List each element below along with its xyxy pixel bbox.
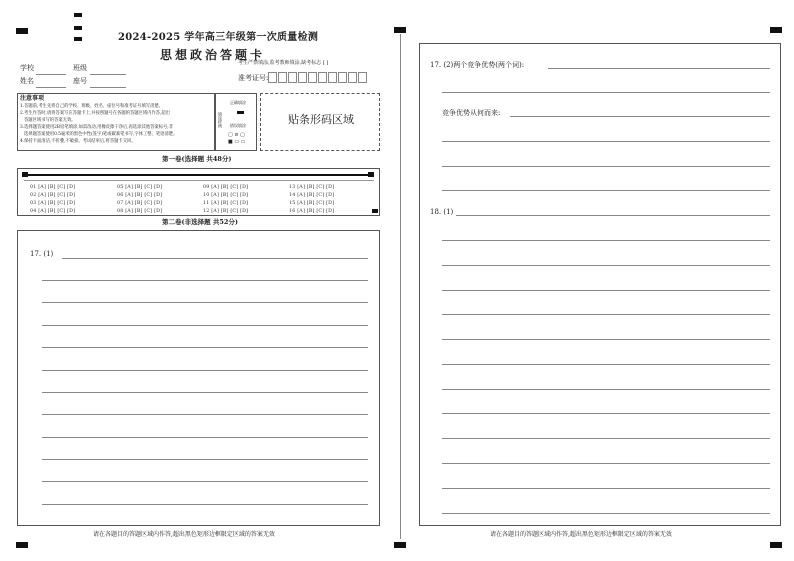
fill-example-side-label: 填涂样例	[218, 112, 223, 128]
writing-line[interactable]	[442, 513, 770, 514]
choice-question-row[interactable]: 01 [A] [B] [C] [D]	[30, 185, 76, 190]
q17-1-label: 17. (1)	[30, 250, 54, 258]
writing-line[interactable]	[42, 481, 368, 482]
barcode-label: 贴条形码区域	[288, 113, 354, 126]
registration-mark	[16, 542, 28, 548]
card-title: 思想政治答题卡	[160, 48, 266, 62]
writing-line[interactable]	[442, 413, 770, 414]
writing-line[interactable]	[442, 314, 770, 315]
writing-line[interactable]	[442, 389, 770, 390]
q17-2b-label: 竞争优势从何而来:	[442, 109, 501, 117]
choice-separator	[24, 180, 374, 181]
writing-line[interactable]	[442, 92, 770, 93]
choice-question-row[interactable]: 05 [A] [B] [C] [D]	[117, 185, 163, 190]
writing-line[interactable]	[442, 364, 770, 365]
admission-digit-box[interactable]	[288, 72, 297, 83]
writing-line[interactable]	[442, 438, 770, 439]
section2-title: 第二卷(非选择题 共52分)	[162, 218, 238, 226]
writing-line[interactable]	[442, 339, 770, 340]
admission-digit-box[interactable]	[348, 72, 357, 83]
writing-line[interactable]	[442, 190, 770, 191]
choice-question-row[interactable]: 11 [A] [B] [C] [D]	[203, 201, 249, 206]
admission-digit-box[interactable]	[268, 72, 277, 83]
footer-right-note: 请在各题目的答题区域内作答,超出黑色矩形边框限定区域的答案无效	[490, 531, 672, 538]
registration-mark	[74, 13, 82, 17]
seat-field[interactable]	[90, 87, 126, 88]
admission-digit-box[interactable]	[278, 72, 287, 83]
section1-title: 第一卷(选择题 共48分)	[162, 155, 232, 163]
choice-question-row[interactable]: 13 [A] [B] [C] [D]	[289, 185, 335, 190]
writing-line[interactable]	[442, 265, 770, 266]
choice-question-row[interactable]: 09 [A] [B] [C] [D]	[203, 185, 249, 190]
choice-bar-end	[368, 172, 374, 177]
writing-line[interactable]	[62, 258, 368, 259]
choice-header-bar	[22, 174, 374, 176]
choice-question-row[interactable]: 08 [A] [B] [C] [D]	[117, 209, 163, 214]
admission-digit-box[interactable]	[338, 72, 347, 83]
registration-mark	[394, 542, 406, 548]
notice-item: 1.答题前,考生先将自己的学校、班级、姓名、座位号和准考证号填写清楚。	[20, 104, 163, 109]
notice-item: 答题区域书写的答案无效。	[24, 118, 76, 123]
writing-line[interactable]	[42, 414, 368, 415]
writing-line[interactable]	[442, 141, 770, 142]
school-field[interactable]	[36, 74, 66, 75]
choice-question-row[interactable]: 10 [A] [B] [C] [D]	[203, 193, 249, 198]
choice-question-row[interactable]: 07 [A] [B] [C] [D]	[117, 201, 163, 206]
choice-bar-end	[22, 172, 28, 177]
correct-fill-sample	[237, 111, 244, 114]
q17-2-answer-line[interactable]	[548, 68, 770, 69]
admission-digit-box[interactable]	[298, 72, 307, 83]
admission-digit-box[interactable]	[328, 72, 337, 83]
registration-mark	[74, 37, 82, 41]
choice-question-row[interactable]: 12 [A] [B] [C] [D]	[203, 209, 249, 214]
notice-item: 3.选择题答案使用2B铅笔填涂,如需改动,用橡皮擦干净后,再选涂其他答案标号;非	[20, 125, 174, 130]
admission-digit-box[interactable]	[308, 72, 317, 83]
absent-note: 考生严禁填涂,监考教师填涂,缺考标志 [ ]	[238, 60, 329, 66]
notice-item: 选择题答案使用0.5毫米的黑色中性(签字)笔或碳素笔书写,字体工整、笔迹清楚。	[24, 132, 178, 137]
writing-line[interactable]	[42, 459, 368, 460]
school-label: 学校	[20, 64, 34, 72]
notice-item: 4.保持卡面清洁,不折叠,不破损。考试结束后,将答题卡交回。	[20, 139, 136, 144]
writing-line[interactable]	[442, 240, 770, 241]
admission-label: 准考证号:	[238, 74, 269, 82]
registration-mark	[74, 26, 82, 30]
choice-question-row[interactable]: 02 [A] [B] [C] [D]	[30, 193, 76, 198]
q18-1-answer-line[interactable]	[456, 215, 770, 216]
writing-line[interactable]	[42, 325, 368, 326]
admission-digit-box[interactable]	[318, 72, 327, 83]
seat-label: 座号	[73, 77, 87, 85]
choice-question-row[interactable]: 14 [A] [B] [C] [D]	[289, 193, 335, 198]
choice-question-row[interactable]: 15 [A] [B] [C] [D]	[289, 201, 335, 206]
writing-line[interactable]	[442, 166, 770, 167]
writing-line[interactable]	[42, 302, 368, 303]
writing-line[interactable]	[42, 347, 368, 348]
q17-2b-answer-line[interactable]	[510, 116, 770, 117]
writing-line[interactable]	[42, 370, 368, 371]
class-field[interactable]	[90, 74, 126, 75]
choice-question-row[interactable]: 06 [A] [B] [C] [D]	[117, 193, 163, 198]
registration-mark	[770, 27, 782, 33]
correct-fill-label: 正确填涂	[230, 100, 246, 105]
wrong-fill-label: 错误填涂	[230, 123, 246, 128]
writing-line[interactable]	[42, 392, 368, 393]
registration-mark	[770, 542, 782, 548]
registration-mark	[16, 28, 28, 34]
wrong-fill-samples: ▢ ⊘ ▢ ■ ▭ ▭	[228, 132, 246, 145]
choice-question-row[interactable]: 03 [A] [B] [C] [D]	[30, 201, 76, 206]
notice-title: 注意事项	[20, 95, 45, 102]
class-label: 班级	[73, 64, 87, 72]
footer-left-note: 请在各题目的答题区域内作答,超出黑色矩形边框限定区域的答案无效	[93, 531, 275, 538]
writing-line[interactable]	[442, 488, 770, 489]
q17-2-label: 17. (2)两个竞争优势(两个词):	[430, 61, 525, 69]
choice-question-row[interactable]: 16 [A] [B] [C] [D]	[289, 209, 335, 214]
choice-question-row[interactable]: 04 [A] [B] [C] [D]	[30, 209, 76, 214]
writing-line[interactable]	[442, 463, 770, 464]
name-field[interactable]	[36, 87, 66, 88]
name-label: 姓名	[20, 77, 34, 85]
notice-item: 2.考生作答时,请将答案写在答题卡上,并按照题号在各题的答题区域内作答,超出	[20, 111, 170, 116]
page-divider	[400, 34, 401, 539]
writing-line[interactable]	[442, 290, 770, 291]
admission-digit-box[interactable]	[358, 72, 367, 83]
exam-title: 2024-2025 学年高三年级第一次质量检测	[118, 32, 319, 43]
writing-line[interactable]	[42, 437, 368, 438]
registration-mark	[394, 27, 406, 33]
writing-line[interactable]	[42, 504, 368, 505]
q18-1-label: 18. (1)	[430, 208, 454, 216]
writing-line[interactable]	[42, 280, 368, 281]
